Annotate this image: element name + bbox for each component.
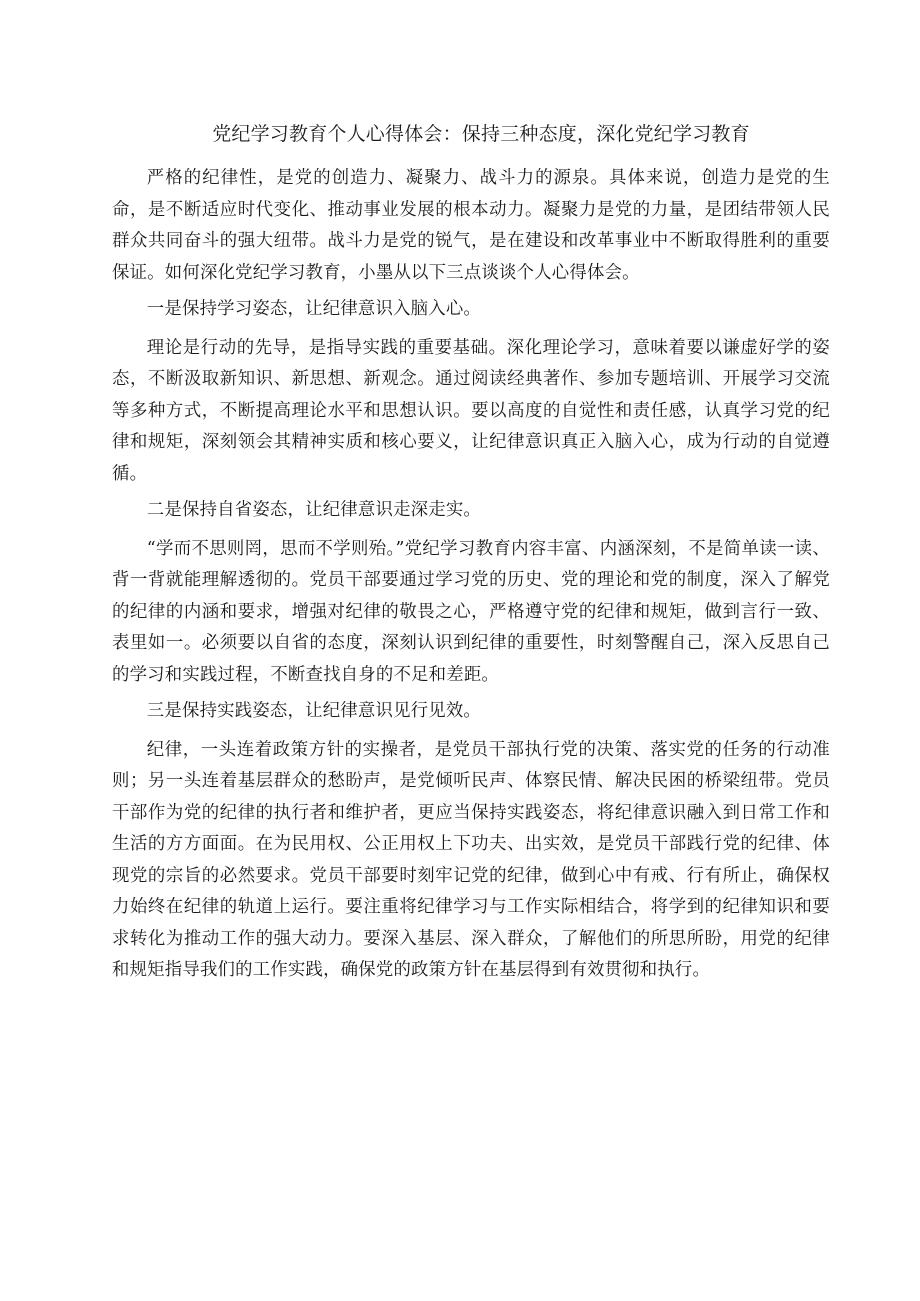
section-paragraph-3: 纪律，一头连着政策方针的实操者，是党员干部执行党的决策、落实党的任务的行动准则；另一头连着基层群众的愁盼声，是党倾听民声、体察民情、解决民困的桥梁纽带。党员干部作为党的纪律的执行者和维护者，更应当保持实践姿态，将纪律意识融入到日常工作和生活的方方面面。在为民用权、公正用权上下功夫、出实效，是党员干部践行党的纪律、体现党的宗旨的必然要求。党员干部要时刻牢记党的纪律，做到心中有戒、行有所止，确保权力始终在纪律的轨道上运行。要注重将纪律学习与工作实际相结合，将学到的纪律知识和要求转化为推动工作的强大动力。要深入基层、深入群众，了解他们的所思所盼，用党的纪律和规矩指导我们的工作实践，确保党的政策方针在基层得到有效贯彻和执行。 (112, 739, 830, 980)
section-paragraph-2: “学而不思则罔，思而不学则殆。”党纪学习教育内容丰富、内涵深刻，不是简单读一读、背一背就能理解透彻的。党员干部要通过学习党的历史、党的理论和党的制度，深入了解党的纪律的内涵和要求，增强对纪律的敬畏之心，严格遵守党的纪律和规矩，做到言行一致、表里如一。必须要以自省的态度，深刻认识到纪律的重要性，时刻警醒自己，深入反思自己的学习和实践过程，不断查找自身的不足和差距。 (112, 538, 830, 685)
section-paragraph-1: 理论是行动的先导，是指导实践的重要基础。深化理论学习，意味着要以谦虚好学的姿态，不断汲取新知识、新思想、新观念。通过阅读经典著作、参加专题培训、开展学习交流等多种方式，不断提高理论水平和思想认识。要以高度的自觉性和责任感，认真学习党的纪律和规矩，深刻领会其精神实质和核心要义，让纪律意识真正入脑入心，成为行动的自觉遵循。 (112, 337, 830, 484)
document-page (112, 114, 830, 992)
document-title: 党纪学习教育个人心得体会：保持三种态度，深化党纪学习教育 (212, 123, 750, 145)
intro-paragraph: 严格的纪律性，是党的创造力、凝聚力、战斗力的源泉。具体来说，创造力是党的生命，是不断适应时代变化、推动事业发展的根本动力。凝聚力是党的力量，是团结带领人民群众共同奋斗的强大纽带。战斗力是党的锐气，是在建设和改革事业中不断取得胜利的重要保证。如何深化党纪学习教育，小墨从以下三点谈谈个人心得体会。 (112, 168, 830, 283)
section-heading-2: 二是保持自省姿态，让纪律意识走深走实。 (146, 500, 482, 520)
section-heading-1: 一是保持学习姿态，让纪律意识入脑入心。 (146, 299, 482, 319)
section-heading-3: 三是保持实践姿态，让纪律意识见行见效。 (146, 701, 482, 721)
